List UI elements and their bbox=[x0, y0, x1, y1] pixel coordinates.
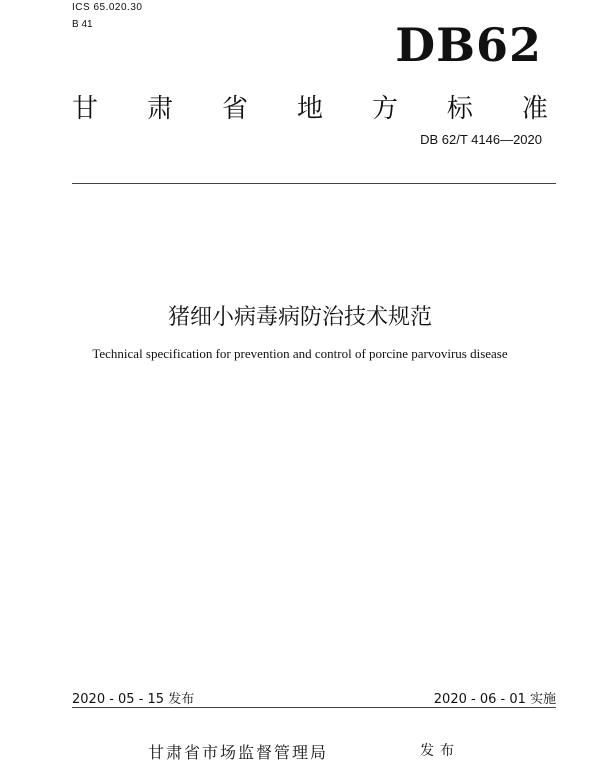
issue-date: 2020 - 05 - 15 发布 bbox=[72, 692, 195, 707]
title-char: 方 bbox=[371, 94, 398, 124]
title-char: 地 bbox=[296, 94, 323, 124]
db-logo: DB62 bbox=[395, 18, 542, 72]
bottom-divider bbox=[72, 707, 556, 708]
top-divider bbox=[72, 183, 556, 184]
title-char: 准 bbox=[521, 94, 548, 124]
title-char: 肃 bbox=[146, 94, 173, 124]
implementation-date: 2020 - 06 - 01 实施 bbox=[433, 692, 556, 707]
standard-number: DB 62/T 4146—2020 bbox=[420, 132, 542, 147]
document-title-en: Technical specification for prevention and control of porcine parvovirus disease bbox=[92, 346, 508, 361]
title-char: 省 bbox=[221, 94, 248, 124]
title-char: 甘 bbox=[72, 94, 99, 124]
ics-code: ICS 65.020.30 bbox=[72, 2, 143, 13]
document-title-cn: 猪细小病毒病防治技术规范 bbox=[167, 305, 432, 330]
issue-label: 发布 bbox=[420, 743, 460, 759]
ccs-code: B 41 bbox=[72, 19, 93, 30]
standard-type-title bbox=[72, 88, 548, 125]
issuing-authority: 甘肃省市场监督管理局 bbox=[148, 743, 329, 762]
title-char: 标 bbox=[446, 94, 473, 124]
